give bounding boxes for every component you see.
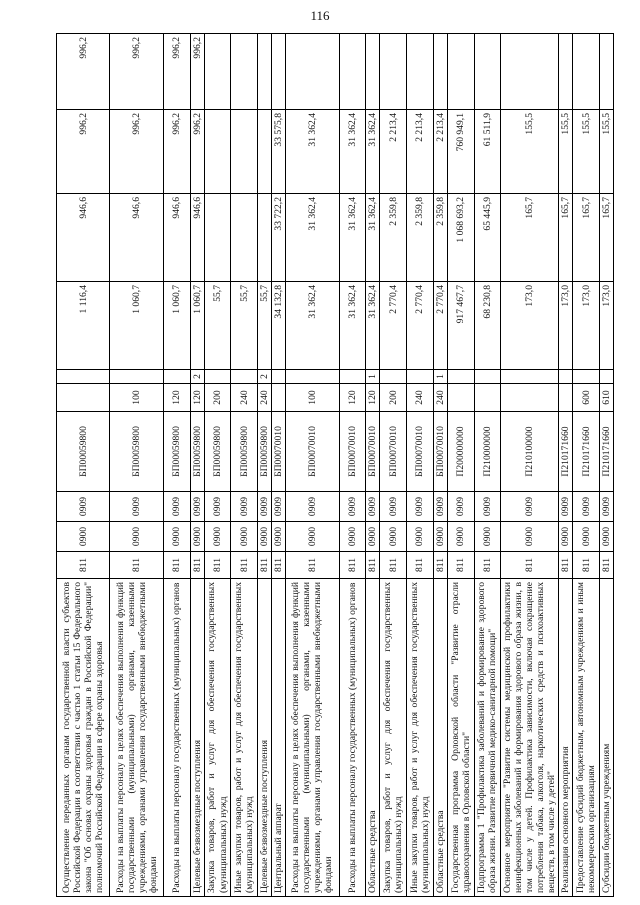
section-code: 0900: [573, 522, 600, 552]
page-number: 116: [310, 8, 330, 23]
amount-1: 2 770,4: [433, 282, 447, 370]
amount-3: 33 575,8: [272, 110, 286, 194]
grbs-code: 811: [339, 552, 366, 579]
amount-3: 760 949,1: [447, 110, 474, 194]
table-row: [474, 34, 501, 897]
section-code: 0900: [163, 522, 190, 552]
amount-3: 31 362,4: [366, 110, 380, 194]
table-body: [57, 34, 614, 897]
row-name: Субсидии бюджетным учреждениям: [600, 579, 614, 897]
grbs-code: 811: [272, 552, 286, 579]
table-row: [573, 34, 600, 897]
amount-3: 2 213,4: [407, 110, 434, 194]
target-article: БП00059800: [231, 412, 258, 492]
subsection-code: 0909: [339, 492, 366, 522]
expense-type: [559, 384, 573, 412]
table-row: [258, 34, 272, 897]
amount-4: 996,2: [110, 34, 163, 110]
target-article: БП00059800: [163, 412, 190, 492]
grbs-code: 811: [559, 552, 573, 579]
kosgu-code: [600, 370, 614, 384]
section-code: 0900: [286, 522, 339, 552]
amount-1: 31 362,4: [366, 282, 380, 370]
amount-2: 31 362,4: [339, 194, 366, 282]
expense-type: 120: [190, 384, 204, 412]
amount-3: 996,2: [190, 110, 204, 194]
rotated-page: [56, 34, 613, 897]
kosgu-code: [559, 370, 573, 384]
amount-2: 165,7: [573, 194, 600, 282]
section-code: 0900: [447, 522, 474, 552]
amount-3: [204, 110, 231, 194]
amount-1: 173,0: [501, 282, 559, 370]
section-code: 0900: [57, 522, 110, 552]
expense-type: 120: [163, 384, 190, 412]
section-code: 0900: [190, 522, 204, 552]
kosgu-code: [57, 370, 110, 384]
grbs-code: 811: [380, 552, 407, 579]
row-name: Центральный аппарат: [272, 579, 286, 897]
table-row: [447, 34, 474, 897]
expense-type: 600: [573, 384, 600, 412]
table-row: [163, 34, 190, 897]
subsection-code: 0909: [501, 492, 559, 522]
kosgu-code: [110, 370, 163, 384]
amount-2: 946,6: [57, 194, 110, 282]
subsection-code: 0909: [258, 492, 272, 522]
target-article: БП00070010: [366, 412, 380, 492]
kosgu-code: 1: [433, 370, 447, 384]
kosgu-code: [501, 370, 559, 384]
amount-2: 165,7: [501, 194, 559, 282]
grbs-code: 811: [110, 552, 163, 579]
amount-4: [366, 34, 380, 110]
subsection-code: 0909: [163, 492, 190, 522]
grbs-code: 811: [57, 552, 110, 579]
expense-type: 100: [110, 384, 163, 412]
section-code: 0900: [366, 522, 380, 552]
table-row: [272, 34, 286, 897]
expense-type: 120: [339, 384, 366, 412]
kosgu-code: [163, 370, 190, 384]
amount-2: 33 722,2: [272, 194, 286, 282]
grbs-code: 811: [573, 552, 600, 579]
amount-2: [231, 194, 258, 282]
grbs-code: 811: [433, 552, 447, 579]
table-row: [190, 34, 204, 897]
target-article: П200000000: [447, 412, 474, 492]
target-article: БП00059800: [190, 412, 204, 492]
table-row: [204, 34, 231, 897]
subsection-code: 0909: [433, 492, 447, 522]
section-code: 0900: [204, 522, 231, 552]
kosgu-code: [474, 370, 501, 384]
subsection-code: 0909: [286, 492, 339, 522]
amount-3: [258, 110, 272, 194]
subsection-code: 0909: [407, 492, 434, 522]
rotated-table-container: [56, 34, 613, 897]
grbs-code: 811: [258, 552, 272, 579]
row-name: Государственная программа Орловской области "Развитие отрасли здравоохранения в Орловской области": [447, 579, 474, 897]
table-row: [286, 34, 339, 897]
amount-2: [204, 194, 231, 282]
amount-1: 1 060,7: [190, 282, 204, 370]
row-name: Расходы на выплаты персоналу государственных (муниципальных) органов: [163, 579, 190, 897]
row-name: Реализация основного мероприятия: [559, 579, 573, 897]
amount-2: 65 445,9: [474, 194, 501, 282]
section-code: 0900: [339, 522, 366, 552]
subsection-code: 0909: [190, 492, 204, 522]
row-name: Расходы на выплаты персоналу в целях обеспечения выполнения функций государственными (муниципальными) органами, казенными учреждениями, органами управления государственными внебюджетными фондами: [286, 579, 339, 897]
amount-2: 165,7: [600, 194, 614, 282]
row-name: Осуществление переданных органам государственной власти субъектов Российской Федерации в соответствии с частью 1 статьи 15 Федерального закона "Об основах охраны здоровья граждан в Российской Федерации" полномочий Российской Федерации в сфере охраны здоровья: [57, 579, 110, 897]
kosgu-code: [447, 370, 474, 384]
section-code: 0900: [474, 522, 501, 552]
expense-type: 240: [258, 384, 272, 412]
grbs-code: 811: [501, 552, 559, 579]
kosgu-code: 2: [190, 370, 204, 384]
section-code: 0900: [600, 522, 614, 552]
expense-type: 240: [433, 384, 447, 412]
amount-1: 55,7: [258, 282, 272, 370]
table-row: [231, 34, 258, 897]
amount-4: [204, 34, 231, 110]
expense-type: 240: [231, 384, 258, 412]
subsection-code: 0909: [204, 492, 231, 522]
amount-4: [501, 34, 559, 110]
amount-3: 155,5: [600, 110, 614, 194]
amount-4: 996,2: [190, 34, 204, 110]
amount-2: 946,6: [110, 194, 163, 282]
table-row: [339, 34, 366, 897]
budget-table: [56, 33, 614, 897]
kosgu-code: [204, 370, 231, 384]
section-code: 0900: [272, 522, 286, 552]
amount-3: 155,5: [501, 110, 559, 194]
grbs-code: 811: [190, 552, 204, 579]
subsection-code: 0909: [559, 492, 573, 522]
row-name: Основное мероприятие "Развитие системы медицинской профилактики неинфекционных заболеваний и формирования здорового образа жизни, в том числе у детей. Профилактика зависимости, включая сокращение потребления табака, алкоголя, наркотических средств и психоактивных веществ, в том числе у детей": [501, 579, 559, 897]
amount-3: 155,5: [559, 110, 573, 194]
amount-2: 2 359,8: [380, 194, 407, 282]
amount-4: 996,2: [163, 34, 190, 110]
table-row: [501, 34, 559, 897]
table-row: [600, 34, 614, 897]
section-code: 0900: [231, 522, 258, 552]
section-code: 0900: [501, 522, 559, 552]
target-article: БП00070010: [339, 412, 366, 492]
amount-4: [600, 34, 614, 110]
row-name: Предоставление субсидий бюджетным, автономным учреждениям и иным некоммерческим организациям: [573, 579, 600, 897]
amount-4: [258, 34, 272, 110]
subsection-code: 0909: [474, 492, 501, 522]
subsection-code: 0909: [57, 492, 110, 522]
amount-3: 996,2: [110, 110, 163, 194]
expense-type: [447, 384, 474, 412]
amount-1: 34 132,8: [272, 282, 286, 370]
row-name: Целевые безвозмездные поступления: [190, 579, 204, 897]
target-article: П210171660: [573, 412, 600, 492]
amount-1: 173,0: [600, 282, 614, 370]
table-row: [433, 34, 447, 897]
amount-1: 1 116,4: [57, 282, 110, 370]
kosgu-code: 2: [258, 370, 272, 384]
target-article: П210171660: [559, 412, 573, 492]
amount-3: 996,2: [163, 110, 190, 194]
target-article: П210171660: [600, 412, 614, 492]
amount-1: 2 770,4: [380, 282, 407, 370]
section-code: 0900: [110, 522, 163, 552]
grbs-code: 811: [163, 552, 190, 579]
amount-1: 1 060,7: [110, 282, 163, 370]
amount-2: 2 359,8: [407, 194, 434, 282]
grbs-code: 811: [474, 552, 501, 579]
amount-1: 31 362,4: [339, 282, 366, 370]
grbs-code: 811: [204, 552, 231, 579]
kosgu-code: [339, 370, 366, 384]
expense-type: [272, 384, 286, 412]
amount-1: 55,7: [204, 282, 231, 370]
target-article: П210100000: [501, 412, 559, 492]
amount-4: [573, 34, 600, 110]
kosgu-code: [407, 370, 434, 384]
row-name: Областные средства: [366, 579, 380, 897]
amount-2: [258, 194, 272, 282]
amount-3: 2 213,4: [433, 110, 447, 194]
target-article: БП00070010: [433, 412, 447, 492]
grbs-code: 811: [447, 552, 474, 579]
section-code: 0900: [407, 522, 434, 552]
target-article: П210000000: [474, 412, 501, 492]
table-row: [366, 34, 380, 897]
kosgu-code: [380, 370, 407, 384]
section-code: 0900: [258, 522, 272, 552]
amount-2: 2 359,8: [433, 194, 447, 282]
subsection-code: 0909: [110, 492, 163, 522]
amount-1: 2 770,4: [407, 282, 434, 370]
expense-type: 200: [204, 384, 231, 412]
table-row: [407, 34, 434, 897]
subsection-code: 0909: [573, 492, 600, 522]
target-article: БП00059800: [258, 412, 272, 492]
amount-3: 61 511,9: [474, 110, 501, 194]
kosgu-code: [573, 370, 600, 384]
subsection-code: 0909: [272, 492, 286, 522]
expense-type: 120: [366, 384, 380, 412]
expense-type: 200: [380, 384, 407, 412]
section-code: 0900: [380, 522, 407, 552]
row-name: Закупка товаров, работ и услуг для обеспечения государственных (муниципальных) нужд: [204, 579, 231, 897]
target-article: БП00059800: [204, 412, 231, 492]
amount-1: 68 230,8: [474, 282, 501, 370]
target-article: БП00059800: [57, 412, 110, 492]
amount-2: 946,6: [190, 194, 204, 282]
amount-4: [447, 34, 474, 110]
target-article: БП00070010: [407, 412, 434, 492]
amount-2: 946,6: [163, 194, 190, 282]
grbs-code: 811: [407, 552, 434, 579]
amount-1: 1 060,7: [163, 282, 190, 370]
target-article: БП00059800: [110, 412, 163, 492]
amount-1: 173,0: [559, 282, 573, 370]
amount-2: 31 362,4: [286, 194, 339, 282]
target-article: БП00070010: [272, 412, 286, 492]
target-article: БП00070010: [380, 412, 407, 492]
row-name: Расходы на выплаты персоналу государственных (муниципальных) органов: [339, 579, 366, 897]
row-name: Иные закупки товаров, работ и услуг для обеспечения государственных (муниципальных) нужд: [231, 579, 258, 897]
section-code: 0900: [433, 522, 447, 552]
target-article: БП00070010: [286, 412, 339, 492]
amount-4: [231, 34, 258, 110]
amount-4: 996,2: [57, 34, 110, 110]
kosgu-code: [231, 370, 258, 384]
amount-3: 31 362,4: [339, 110, 366, 194]
amount-4: [433, 34, 447, 110]
amount-1: 31 362,4: [286, 282, 339, 370]
expense-type: [474, 384, 501, 412]
row-name: Расходы на выплаты персоналу в целях обеспечения выполнения функций государственными (муниципальными) органами, казенными учреждениями, органами управления государственными внебюджетными фондами: [110, 579, 163, 897]
amount-2: 1 068 693,2: [447, 194, 474, 282]
grbs-code: 811: [366, 552, 380, 579]
amount-4: [272, 34, 286, 110]
grbs-code: 811: [231, 552, 258, 579]
amount-3: 31 362,4: [286, 110, 339, 194]
table-row: [110, 34, 163, 897]
subsection-code: 0909: [600, 492, 614, 522]
expense-type: 240: [407, 384, 434, 412]
kosgu-code: [286, 370, 339, 384]
amount-3: 996,2: [57, 110, 110, 194]
subsection-code: 0909: [447, 492, 474, 522]
amount-3: [231, 110, 258, 194]
subsection-code: 0909: [231, 492, 258, 522]
row-name: Подпрограмма 1 "Профилактика заболеваний и формирование здорового образа жизни. Развитие первичной медико-санитарной помощи": [474, 579, 501, 897]
table-row: [57, 34, 110, 897]
amount-4: [339, 34, 366, 110]
subsection-code: 0909: [366, 492, 380, 522]
amount-4: [407, 34, 434, 110]
expense-type: 100: [286, 384, 339, 412]
expense-type: 610: [600, 384, 614, 412]
amount-1: 55,7: [231, 282, 258, 370]
amount-1: 917 467,7: [447, 282, 474, 370]
kosgu-code: 1: [366, 370, 380, 384]
amount-4: [559, 34, 573, 110]
kosgu-code: [272, 370, 286, 384]
amount-3: 2 213,4: [380, 110, 407, 194]
section-code: 0900: [559, 522, 573, 552]
amount-1: 173,0: [573, 282, 600, 370]
amount-2: 31 362,4: [366, 194, 380, 282]
table-row: [380, 34, 407, 897]
amount-4: [286, 34, 339, 110]
amount-2: 165,7: [559, 194, 573, 282]
table-row: [559, 34, 573, 897]
expense-type: [501, 384, 559, 412]
row-name: Областные средства: [433, 579, 447, 897]
grbs-code: 811: [286, 552, 339, 579]
expense-type: [57, 384, 110, 412]
row-name: Закупка товаров, работ и услуг для обеспечения государственных (муниципальных) нужд: [380, 579, 407, 897]
subsection-code: 0909: [380, 492, 407, 522]
amount-4: [380, 34, 407, 110]
row-name: Целевые безвозмездные поступления: [258, 579, 272, 897]
amount-3: 155,5: [573, 110, 600, 194]
row-name: Иные закупки товаров, работ и услуг для обеспечения государственных (муниципальных) нужд: [407, 579, 434, 897]
grbs-code: 811: [600, 552, 614, 579]
amount-4: [474, 34, 501, 110]
